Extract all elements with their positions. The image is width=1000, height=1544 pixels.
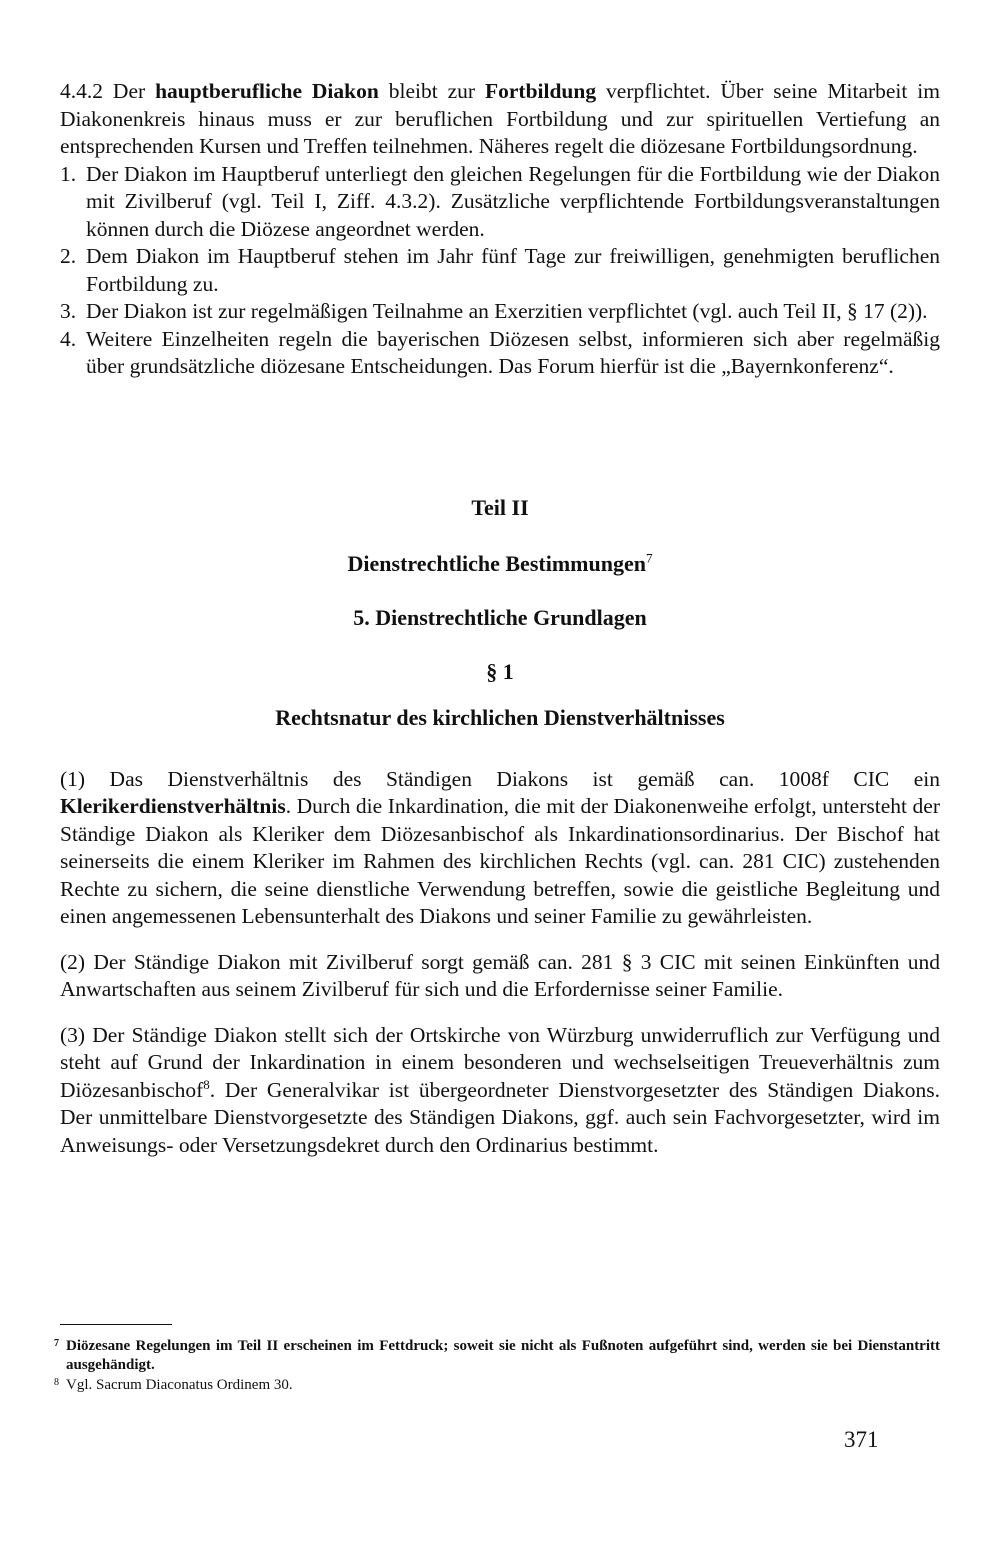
footnote-divider [60, 1324, 172, 1325]
footnote-mark: 7 [54, 1338, 59, 1349]
footnote-text: Vgl. Sacrum Diaconatus Ordinem 30. [66, 1377, 293, 1393]
paragraph-4-4-2 [60, 78, 940, 161]
section-3 [60, 1022, 940, 1160]
text-run: bleibt zur [378, 79, 485, 103]
bold-term: hauptberufliche Diakon [155, 79, 379, 103]
heading-paragraph: § 1 [486, 658, 514, 684]
list-item [60, 326, 940, 381]
text-run: verpflichtet. Über seine Mitarbeit im Diakonenkreis hinaus muss er zur beruflichen Fortbildung und zur spirituellen Vertiefung an entsprechenden Kursen und Treffen teilnehmen. Näheres regelt die diözesane Fortbildungsordnung. [60, 79, 940, 158]
list-text: Dem Diakon im Hauptberuf stehen im Jahr fünf Tage zur freiwilligen, genehmigten beruflichen Fortbildung zu. [86, 244, 940, 296]
heading-text: Dienstrechtliche Bestimmungen [347, 550, 646, 576]
text-run: (3) Der Ständige Diakon stellt sich der Ortskirche von Würzburg unwiderruflich zur Verfügung und steht auf Grund der Inkardination in einem besonderen und wechselseitigen Treueverhältnis zum Diözesanbischof [60, 1022, 940, 1102]
list-text: Weitere Einzelheiten regeln die bayerischen Diözesen selbst, informieren sich aber regelmäßig über grundsätzliche diözesane Entscheidungen. Das Forum hierfür ist die „Bayernkonferenz“. [86, 326, 940, 378]
list-number: 2. [60, 244, 77, 268]
heading-teil: Teil II [471, 494, 529, 520]
text-run: . Durch die Inkardination, die mit der Diakonenweihe erfolgt, untersteht der Ständige Diakon als Kleriker dem Diözesanbischof als Inkardinationsordinarius. Der Bischof hat seinerseits die einem Kleriker im Rahmen des kirchlichen Rechts (vgl. can. 281 CIC) zustehenden Rechte zu sichern, die seine dienstliche Verwendung betreffen, sowie die geistliche Begleitung und einen angemessenen Lebensunterhalt des Diakons und seiner Familie zu gewährleisten. [60, 794, 940, 928]
text-run: 4.4.2 Der [60, 79, 156, 103]
main-text [60, 78, 940, 1159]
list-text: Der Diakon im Hauptberuf unterliegt den gleichen Regelungen für die Fortbildung wie der Diakon mit Zivilberuf (vgl. Teil I, Ziff. 4.3.2). Zusätzliche verpflichtende Fortbildungsveranstaltungen können durch die Diözese angeordnet werden. [86, 161, 940, 241]
heading-rechtsnatur: Rechtsnatur des kirchlichen Dienstverhältnisses [275, 704, 725, 730]
footnote-text: Diözesane Regelungen im Teil II erscheinen im Fettdruck; soweit sie nicht als Fußnoten aufgeführt sind, werden sie bei Dienstantritt ausgehändigt. [66, 1338, 940, 1373]
page-number: 371 [844, 1427, 879, 1452]
list-number: 3. [60, 299, 77, 323]
footnote-ref: 7 [645, 550, 653, 566]
bold-term: Fortbildung [484, 79, 597, 103]
list-text: Der Diakon ist zur regelmäßigen Teilnahme an Exerzitien verpflichtet (vgl. auch Teil II, § 17 (2)). [86, 299, 928, 323]
numbered-list [60, 161, 940, 381]
footnotes [54, 1324, 940, 1396]
list-number: 1. [60, 161, 77, 186]
list-item [60, 161, 940, 244]
heading-grundlagen: 5. Dienstrechtliche Grundlagen [353, 604, 647, 630]
bold-term: Klerikerdienstverhältnis [60, 794, 286, 818]
section-2: (2) Der Ständige Diakon mit Zivilberuf sorgt gemäß can. 281 § 3 CIC mit seinen Einkünften und Anwartschaften aus seinem Zivilberuf für sich und die Erfordernisse seiner Familie. [60, 949, 940, 1001]
section-1 [60, 766, 940, 931]
heading-dienstrechtliche-bestimmungen [60, 550, 940, 578]
list-number: 4. [60, 326, 77, 351]
footnote-8 [54, 1376, 940, 1395]
list-item [60, 298, 940, 326]
footnote-mark: 8 [54, 1377, 59, 1388]
footnote-ref: 8 [203, 1076, 210, 1092]
text-run: (1) Das Dienstverhältnis des Ständigen Diakons ist gemäß can. 1008f CIC ein [60, 766, 940, 791]
footnote-7 [54, 1337, 940, 1375]
text-run: . Der Generalvikar ist übergeordneter Dienstvorgesetzter des Ständigen Diakons. Der unmittelbare Dienstvorgesetzte des Ständigen Diakons, ggf. auch sein Fachvorgesetzter, wird im Anweisungs- oder Versetzungsdekret durch den Ordinarius bestimmt. [60, 1077, 940, 1157]
list-item [60, 243, 940, 298]
